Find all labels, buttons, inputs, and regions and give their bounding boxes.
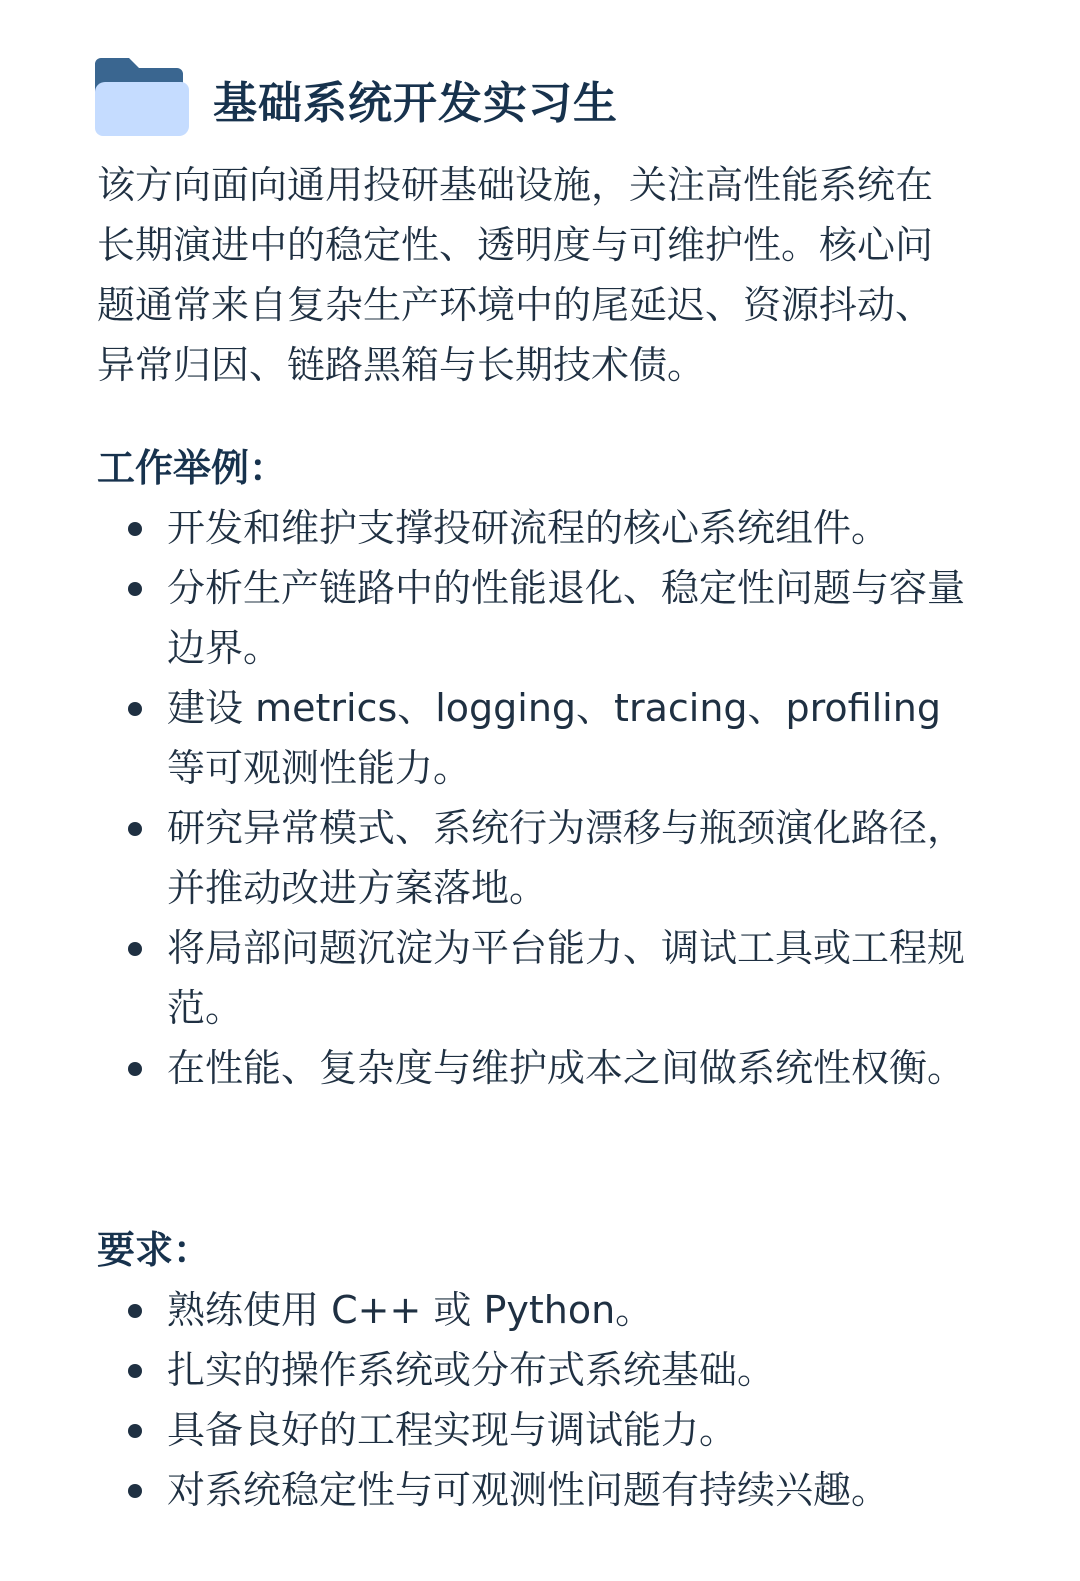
list-item-text: 研究异常模式、系统行为漂移与瓶颈演化路径，并推动改进方案落地。 xyxy=(167,806,966,910)
bullet-dot xyxy=(128,522,142,536)
list-item-text: 对系统稳定性与可观测性问题有持续兴趣。 xyxy=(167,1468,890,1512)
bullet-dot xyxy=(128,1364,142,1378)
list-item xyxy=(0,918,977,1038)
bullet-dot xyxy=(128,1304,142,1318)
list-item xyxy=(0,1460,977,1520)
header xyxy=(95,58,995,136)
list-item-text: 分析生产链路中的性能退化、稳定性问题与容量边界。 xyxy=(167,566,966,670)
list-item xyxy=(0,1038,977,1098)
list-item xyxy=(0,558,977,678)
bullet-dot xyxy=(128,1484,142,1498)
bullet-dot xyxy=(128,702,142,716)
list-item xyxy=(0,498,977,558)
list-item-text: 建设 metrics、logging、tracing、profiling 等可观测性能力。 xyxy=(167,686,941,790)
list-item xyxy=(0,798,977,918)
list-item xyxy=(0,1400,977,1460)
section-heading-work: 工作举例： xyxy=(97,446,288,490)
bullet-dot xyxy=(128,822,142,836)
list-item-text: 具备良好的工程实现与调试能力。 xyxy=(167,1408,738,1452)
intro-paragraph: 该方向面向通用投研基础设施，关注高性能系统在长期演进中的稳定性、透明度与可维护性。核心问题通常来自复杂生产环境中的尾延迟、资源抖动、异常归因、链路黑箱与长期技术债。 xyxy=(97,163,934,387)
list-item-text: 开发和维护支撑投研流程的核心系统组件。 xyxy=(167,506,890,550)
list-item-text: 熟练使用 C++ 或 Python。 xyxy=(167,1288,654,1332)
list-item xyxy=(0,678,977,798)
bullet-dot xyxy=(128,942,142,956)
bullet-dot xyxy=(128,582,142,596)
list-item-text: 在性能、复杂度与维护成本之间做系统性权衡。 xyxy=(167,1046,966,1090)
bullet-dot xyxy=(128,1424,142,1438)
list-item-text: 将局部问题沉淀为平台能力、调试工具或工程规范。 xyxy=(167,926,966,1030)
requirements-list xyxy=(0,1280,1080,1520)
folder-icon xyxy=(95,58,189,136)
list-item xyxy=(0,1280,977,1340)
list-item xyxy=(0,1340,977,1400)
bullet-dot xyxy=(128,1062,142,1076)
section-heading-requirements: 要求： xyxy=(97,1228,212,1272)
work-list xyxy=(0,498,1080,1098)
list-item-text: 扎实的操作系统或分布式系统基础。 xyxy=(167,1348,776,1392)
page-title: 基础系统开发实习生 xyxy=(213,78,618,129)
